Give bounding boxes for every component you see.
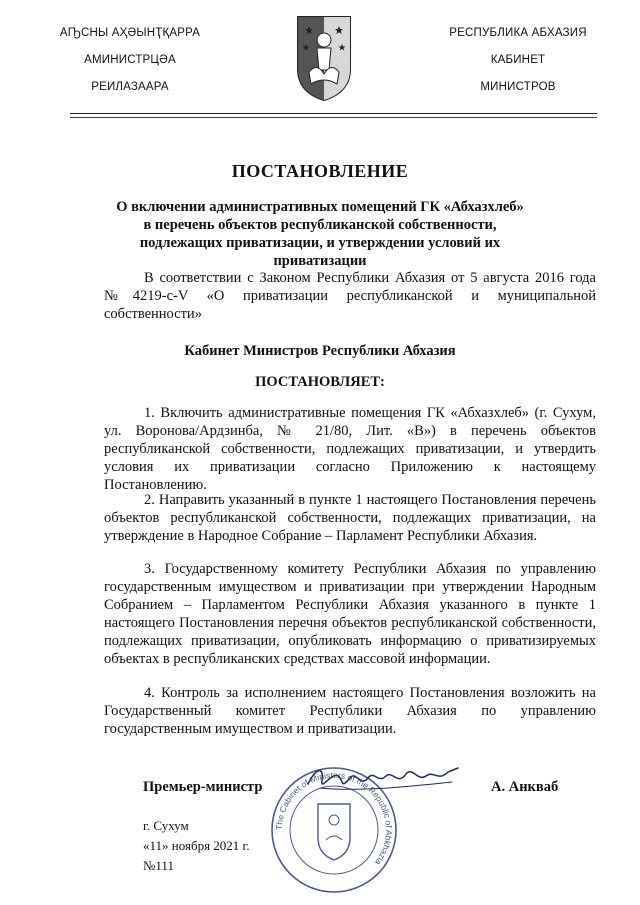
decree-heading: ПОСТАНОВЛЯЕТ: — [255, 374, 385, 390]
signatory-name: А. Анкваб — [491, 779, 559, 795]
issuer-line: Кабинет Министров Республики Абхазия — [184, 343, 456, 359]
handwritten-signature — [302, 762, 462, 798]
document-number: №111 — [143, 858, 174, 873]
letterhead-russian — [418, 26, 618, 107]
letterhead-right-line-1: РЕСПУБЛИКА АБХАЗИЯ — [449, 27, 587, 39]
letterhead-left-line-1: АҦСНЫ АҲӘЫНҬҚАРРА — [59, 27, 201, 39]
letterhead-abkhaz — [30, 26, 230, 107]
seal-ring-text: The Cabinet of Ministers of the Republic of Abkhazia — [273, 769, 395, 867]
decree-item-2: 2. Направить указанный в пункте 1 настоящего Постановления перечень объектов республиканской собственности, подлежащих приватизации, на утверждение в Народное Собрание – Парламент Республики Абхазия. — [104, 492, 596, 544]
letterhead-left-line-3: РЕИЛАЗААРА — [91, 81, 169, 93]
letterhead-right-line-3: МИНИСТРОВ — [480, 81, 556, 93]
signatory-position: Премьер-министр — [143, 779, 263, 795]
header-divider-thick — [70, 113, 597, 114]
state-emblem-icon — [295, 14, 353, 102]
letterhead-right-line-2: КАБИНЕТ — [490, 54, 546, 66]
issue-city: г. Сухум — [143, 818, 189, 833]
document-subtitle: О включении административных помещений ГК «Абхазхлеб» в перечень объектов республиканской собственности, подлежащих приватизации, и утверждении условий их приватизации — [116, 199, 524, 269]
issue-date: «11» ноября 2021 г. — [143, 838, 250, 853]
preamble-paragraph: В соответствии с Законом Республики Абхазия от 5 августа 2016 года №4219-с-V «О приватизации республиканской и муниципальной собственности» — [104, 270, 596, 322]
decree-item-1: 1. Включить административные помещения ГК «Абхазхлеб» (г. Сухум, ул. Воронова/Ардзинба, № 21/80, Лит. «В») в перечень объектов республиканской собственности, подлежащих приватизации, и утвердить условия их приватизации согласно Приложению к настоящему Постановлению. — [104, 405, 596, 493]
decree-item-3: 3. Государственному комитету Республики Абхазия по управлению государственным имуществом и приватизации при утверждении Народным Собранием – Парламентом Республики Абхазия указанного в пункте 1 настоящего Постановления перечня объектов республиканской собственности, подлежащих приватизации, опубликовать информацию о приватизируемых объектах в республиканских средствах массовой информации. — [104, 561, 596, 667]
letterhead-left-line-2: АМИНИСТРЦӘА — [84, 54, 176, 66]
header-divider-thin — [70, 117, 597, 118]
decree-item-4: 4. Контроль за исполнением настоящего Постановления возложить на Государственный комитет Республики Абхазия по управлению государственным имуществом и приватизации. — [104, 685, 596, 737]
document-title: ПОСТАНОВЛЕНИЕ — [231, 161, 409, 181]
letterhead — [0, 0, 640, 120]
